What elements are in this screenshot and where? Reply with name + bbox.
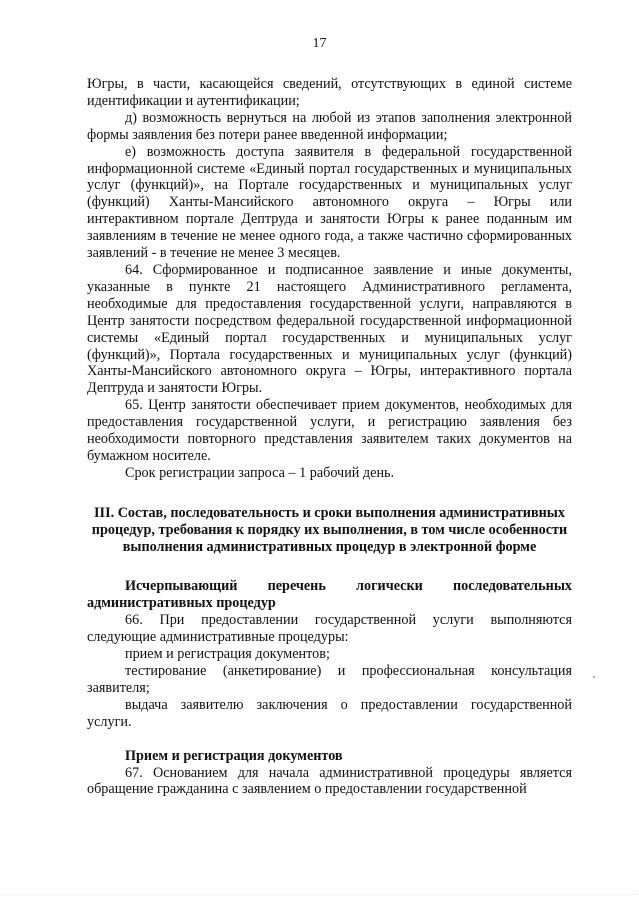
document-body — [87, 76, 572, 798]
paragraph-65: 65. Центр занятости обеспечивает прием документов, необходимых для предоставления государственной услуги, и регистрацию заявления без необходимости повторного представления заявителем таких документов на бумажном носителе. — [87, 397, 572, 464]
page-number: 17 — [312, 36, 327, 51]
scan-speck — [593, 676, 595, 678]
paragraph-item-d: д) возможность вернуться на любой из этапов заполнения электронной формы заявления без потери ранее введенной информации; — [87, 109, 572, 143]
section-heading: III. Состав, последовательность и сроки выполнения административных процедур, требования к порядку их выполнения, в том числе особенности выполнения административных процедур в электронной форме — [91, 504, 568, 555]
procedure-item-3: выдача заявителю заключения о предоставлении государственной услуги. — [87, 696, 572, 730]
procedure-item-2: тестирование (анкетирование) и профессиональная консультация заявителя; — [87, 663, 572, 696]
registration-term: Срок регистрации запроса – 1 рабочий день. — [125, 464, 395, 481]
subheading-procedures-list: Исчерпывающий перечень логически последовательных административных процедур — [87, 578, 572, 612]
procedure-item-1: прием и регистрация документов; — [125, 646, 330, 663]
scan-edge — [0, 894, 639, 896]
paragraph-item-e: е) возможность доступа заявителя в федеральной государственной информационной системе «Единый портал государственных и муниципальных услуг (функций)», на Портале государственных и муниципальных услуг (функций) Ханты-Мансийского автономного округа – Югры или интерактивном портале Дептруда и занятости Югры к ранее поданным им заявлениям в течение не менее одного года, а также частично сформированных заявлений - в течение не менее 3 месяцев. — [87, 143, 572, 262]
paragraph-64: 64. Сформированное и подписанное заявление и иные документы, указанные в пункте 21 настоящего Административного регламента, необходимые для предоставления государственной услуги, направляются в Центр занятости посредством федеральной государственной информационной системы «Единый портал государственных и муниципальных услуг (функций)», Портала государственных и муниципальных услуг (функций) Ханты-Мансийского автономного округа – Югры, интерактивного портала Дептруда и занятости Югры. — [87, 261, 572, 397]
subheading-reception: Прием и регистрация документов — [125, 747, 343, 764]
paragraph-66: 66. При предоставлении государственной услуги выполняются следующие административные процедуры: — [87, 612, 572, 646]
paragraph-continuation: Югры, в части, касающейся сведений, отсутствующих в единой системе идентификации и аутентификации; — [87, 76, 572, 109]
paragraph-67: 67. Основанием для начала административной процедуры является обращение гражданина с заявлением о предоставлении государственной — [87, 764, 572, 798]
